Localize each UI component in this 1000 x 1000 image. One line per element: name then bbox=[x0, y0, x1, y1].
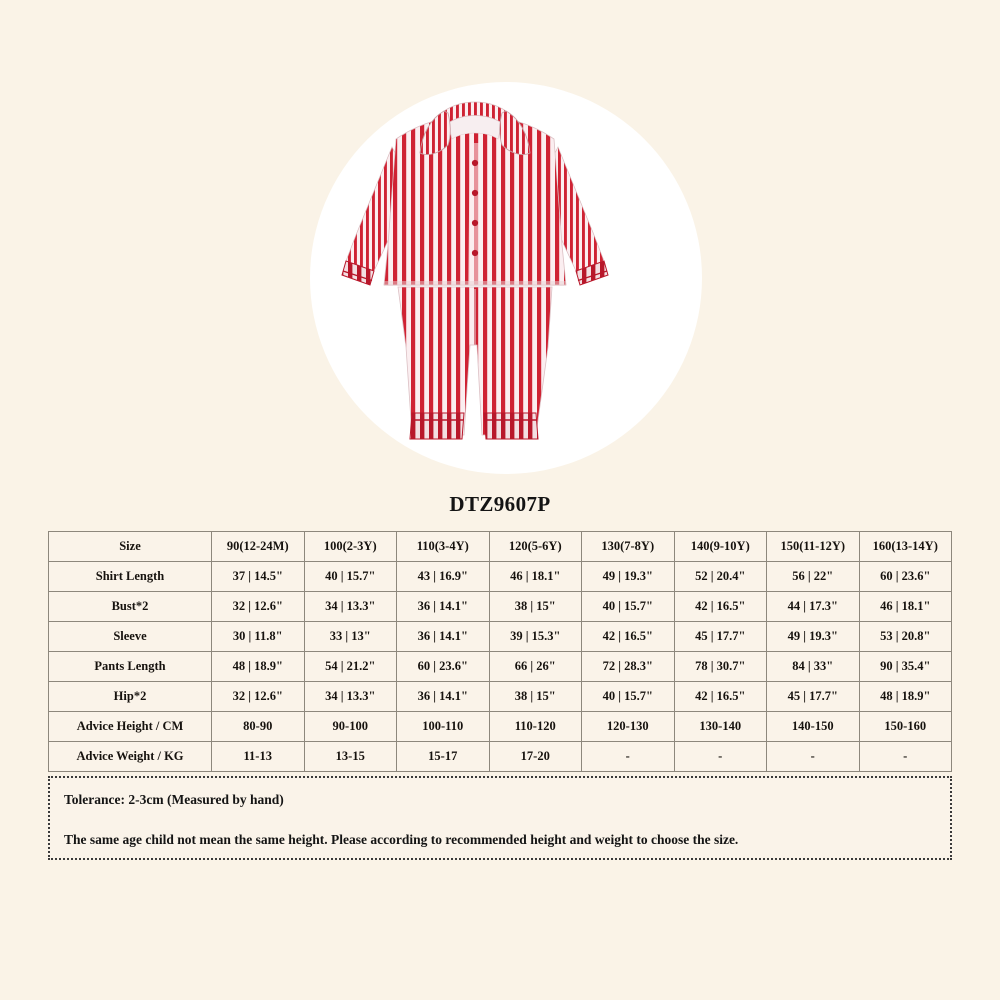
measurement-cell: 42 | 16.5" bbox=[582, 622, 675, 652]
measurement-cell: 84 | 33" bbox=[767, 652, 860, 682]
measurement-cell: - bbox=[582, 742, 675, 772]
note-box bbox=[48, 776, 952, 860]
measurement-cell: - bbox=[767, 742, 860, 772]
measurement-cell: 30 | 11.8" bbox=[212, 622, 305, 652]
header-cell-size: 150(11-12Y) bbox=[767, 532, 860, 562]
row-label-cell: Shirt Length bbox=[49, 562, 212, 592]
measurement-cell: 33 | 13" bbox=[304, 622, 397, 652]
measurement-cell: 34 | 13.3" bbox=[304, 592, 397, 622]
measurement-cell: 45 | 17.7" bbox=[767, 682, 860, 712]
measurement-cell: 13-15 bbox=[304, 742, 397, 772]
header-cell-size: 140(9-10Y) bbox=[674, 532, 767, 562]
row-label-cell: Hip*2 bbox=[49, 682, 212, 712]
measurement-cell: 39 | 15.3" bbox=[489, 622, 582, 652]
measurement-cell: 80-90 bbox=[212, 712, 305, 742]
measurement-cell: 72 | 28.3" bbox=[582, 652, 675, 682]
row-label-cell: Advice Weight / KG bbox=[49, 742, 212, 772]
header-cell-row-label: Size bbox=[49, 532, 212, 562]
header-cell-size: 160(13-14Y) bbox=[859, 532, 952, 562]
row-label-cell: Bust*2 bbox=[49, 592, 212, 622]
measurement-cell: 49 | 19.3" bbox=[767, 622, 860, 652]
measurement-cell: 54 | 21.2" bbox=[304, 652, 397, 682]
measurement-cell: 52 | 20.4" bbox=[674, 562, 767, 592]
table-row bbox=[49, 742, 952, 772]
header-cell-size: 130(7-8Y) bbox=[582, 532, 675, 562]
measurement-cell: 45 | 17.7" bbox=[674, 622, 767, 652]
measurement-cell: 40 | 15.7" bbox=[304, 562, 397, 592]
measurement-cell: - bbox=[859, 742, 952, 772]
measurement-cell: 46 | 18.1" bbox=[489, 562, 582, 592]
measurement-cell: 43 | 16.9" bbox=[397, 562, 490, 592]
measurement-cell: 42 | 16.5" bbox=[674, 682, 767, 712]
measurement-cell: 38 | 15" bbox=[489, 682, 582, 712]
measurement-cell: 49 | 19.3" bbox=[582, 562, 675, 592]
measurement-cell: 36 | 14.1" bbox=[397, 622, 490, 652]
measurement-cell: - bbox=[674, 742, 767, 772]
measurement-cell: 15-17 bbox=[397, 742, 490, 772]
measurement-cell: 140-150 bbox=[767, 712, 860, 742]
measurement-cell: 100-110 bbox=[397, 712, 490, 742]
row-label-cell: Advice Height / CM bbox=[49, 712, 212, 742]
measurement-cell: 60 | 23.6" bbox=[859, 562, 952, 592]
table-row bbox=[49, 652, 952, 682]
measurement-cell: 90-100 bbox=[304, 712, 397, 742]
header-cell-size: 90(12-24M) bbox=[212, 532, 305, 562]
measurement-cell: 32 | 12.6" bbox=[212, 592, 305, 622]
table-header-row bbox=[49, 532, 952, 562]
measurement-cell: 53 | 20.8" bbox=[859, 622, 952, 652]
page-title: DTZ9607P bbox=[449, 492, 551, 516]
size-chart-table bbox=[48, 531, 952, 772]
measurement-cell: 42 | 16.5" bbox=[674, 592, 767, 622]
measurement-cell: 40 | 15.7" bbox=[582, 682, 675, 712]
header-cell-size: 120(5-6Y) bbox=[489, 532, 582, 562]
sizing-advice-note: The same age child not mean the same height. Please according to recommended height and weight to choose the size. bbox=[64, 832, 739, 848]
measurement-cell: 56 | 22" bbox=[767, 562, 860, 592]
measurement-cell: 32 | 12.6" bbox=[212, 682, 305, 712]
table-row bbox=[49, 592, 952, 622]
measurement-cell: 78 | 30.7" bbox=[674, 652, 767, 682]
striped-pajama-illustration bbox=[330, 95, 680, 465]
measurement-cell: 36 | 14.1" bbox=[397, 682, 490, 712]
measurement-cell: 48 | 18.9" bbox=[212, 652, 305, 682]
measurement-cell: 40 | 15.7" bbox=[582, 592, 675, 622]
measurement-cell: 130-140 bbox=[674, 712, 767, 742]
measurement-cell: 60 | 23.6" bbox=[397, 652, 490, 682]
measurement-cell: 150-160 bbox=[859, 712, 952, 742]
table-row bbox=[49, 622, 952, 652]
row-label-cell: Pants Length bbox=[49, 652, 212, 682]
tolerance-note: Tolerance: 2-3cm (Measured by hand) bbox=[64, 792, 284, 807]
measurement-cell: 36 | 14.1" bbox=[397, 592, 490, 622]
table-row bbox=[49, 682, 952, 712]
measurement-cell: 34 | 13.3" bbox=[304, 682, 397, 712]
measurement-cell: 90 | 35.4" bbox=[859, 652, 952, 682]
measurement-cell: 110-120 bbox=[489, 712, 582, 742]
product-image-area bbox=[0, 0, 1000, 482]
measurement-cell: 66 | 26" bbox=[489, 652, 582, 682]
measurement-cell: 46 | 18.1" bbox=[859, 592, 952, 622]
header-cell-size: 110(3-4Y) bbox=[397, 532, 490, 562]
measurement-cell: 37 | 14.5" bbox=[212, 562, 305, 592]
measurement-cell: 38 | 15" bbox=[489, 592, 582, 622]
measurement-cell: 48 | 18.9" bbox=[859, 682, 952, 712]
measurement-cell: 17-20 bbox=[489, 742, 582, 772]
measurement-cell: 120-130 bbox=[582, 712, 675, 742]
measurement-cell: 44 | 17.3" bbox=[767, 592, 860, 622]
table-row bbox=[49, 562, 952, 592]
table-row bbox=[49, 712, 952, 742]
measurement-cell: 11-13 bbox=[212, 742, 305, 772]
header-cell-size: 100(2-3Y) bbox=[304, 532, 397, 562]
size-chart-container bbox=[48, 531, 952, 772]
row-label-cell: Sleeve bbox=[49, 622, 212, 652]
